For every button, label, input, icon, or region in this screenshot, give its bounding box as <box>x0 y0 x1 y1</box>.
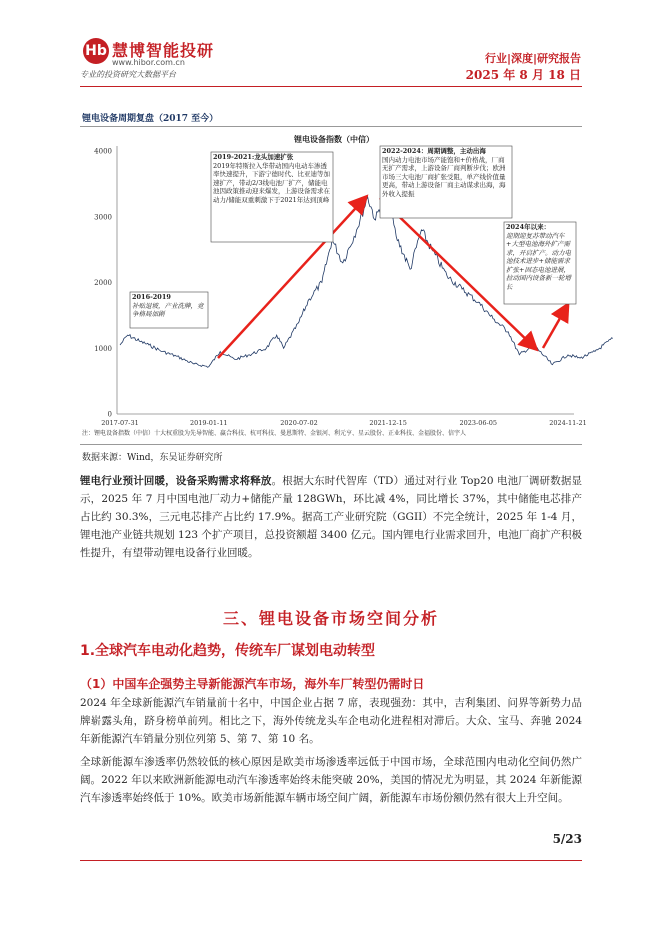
report-date: 2025 年 8 月 18 日 <box>465 68 581 82</box>
brand-slogan: 专业的投资研究大数据平台 <box>80 70 176 79</box>
brand-url: www.hibor.com.cn <box>112 58 185 67</box>
annotation-text: 2019年特斯拉入华带动国内电动车渗透率快速提升，下游宁德时代、比亚迪等加速扩产，带动2/3线电池厂扩产，储能电池因政策推动迎来爆发，上游设备需求在动力/储能双重刺激下于2021年达到顶峰 <box>213 161 330 204</box>
x-tick-label: 2023-06-05 <box>459 419 497 427</box>
index-line-chart <box>80 126 587 444</box>
y-tick-label: 4000 <box>94 147 112 156</box>
figure-title: 锂电设备周期复盘（2017 至今） <box>82 114 219 124</box>
header-divider <box>80 86 582 87</box>
paragraph-industry-recovery <box>80 472 582 562</box>
annotation-text: 国内动力电池市场产能饱和+价格战，厂商无扩产需求，上游设备厂商判断步伐；欧洲市场三大电池厂商扩张受阻，单产线价值量更高，带动上游设备厂商主动谋求出海，海外收入提振 <box>382 155 506 198</box>
section-title: 三、锂电设备市场空间分析 <box>222 609 439 628</box>
page-number: 5/23 <box>552 832 582 846</box>
y-tick-label: 2000 <box>94 279 112 287</box>
paragraph-body: 。根据大东时代智库（TD）通过对行业 Top20 电池厂调研数据显示，2025 年 7 月中国电池厂动力+储能产量 128GWh，环比减 4%，同比增长 37%，其中储能电芯排产占比约 30.3%，三元电芯排产占比约 17.9%。据高工产业研究院（GGII）不完全统计，2025 年 1-4 月，锂电池产业链共规划 123 个扩产项目，总投资额超 3400 亿元。国内锂电行业需求回升，电池厂商扩产积极性提升，有望带动锂电设备行业回暖。 <box>80 475 582 559</box>
y-tick-label: 1000 <box>94 344 112 353</box>
annotation-text: 迎期迎复苏带动汽车+大型电池海外扩产需求，开启扩产。动力电池技术进步+储能需求扩张+固态电池进展，拉动国内设备新一轮增长 <box>506 231 571 291</box>
annotation-title: 2019-2021:龙头加速扩张 <box>213 153 294 161</box>
y-tick-label: 3000 <box>94 213 112 222</box>
chart-title: 锂电设备指数（中信） <box>294 134 374 144</box>
x-tick-label: 2024-11-21 <box>549 419 587 427</box>
annotation-box-2016-2019 <box>130 292 208 328</box>
chart-footnote: 注：锂电设备指数（中信）十大权重股为先导智能、赢合科技、杭可科技、曼恩斯特、金银河、利元亨、星云股份、正业科技、金福股份、信宇人 <box>82 430 467 437</box>
uptrend-arrow-2024 <box>543 306 567 348</box>
x-tick-label: 2020-07-02 <box>280 419 318 427</box>
y-tick-label: 0 <box>107 410 112 419</box>
brand-name: 慧博智能投研 <box>112 41 215 60</box>
annotation-text: 补贴退坡，产业洗牌，竞争格局加剧 <box>132 301 204 318</box>
annotation-box-2024 <box>504 222 576 304</box>
annotation-title: 2024年以来： <box>506 223 551 231</box>
paragraph-global-penetration: 全球新能源车渗透率仍然较低的核心原因是欧美市场渗透率远低于中国市场，全球范围内电动化空间仍然广阔。2022 年以来欧洲新能源电动汽车渗透率始终未能突破 20%，美国的情况尤为明显，其 2024 年新能源汽车渗透率始终低于 10%。欧美市场新能源车辆市场空间广阔，新能源车市场份额仍然有很大上升空间。 <box>80 756 582 804</box>
heading-level-1: 1.全球汽车电动化趋势，传统车厂谋划电动转型 <box>80 643 376 659</box>
annotation-box-2019-2021 <box>211 152 333 242</box>
x-tick-label: 2021-12-15 <box>369 419 407 427</box>
annotation-box-2022-2024 <box>380 146 512 218</box>
annotation-title: 2022-2024：周期调整，主动出海 <box>382 147 486 155</box>
footer-divider <box>80 860 582 861</box>
paragraph-china-ev-leaders: 2024 年全球新能源汽车销量前十名中，中国企业占据 7 席，表现强劲：其中，吉利集团、问界等新势力品牌崭露头角，跻身榜单前列。相比之下，海外传统龙头车企电动化进程相对滞后。大众、宝马、奔驰 2024 年新能源汽车销量分别位列第 5、第 7、第 10 名。 <box>80 697 582 745</box>
figure-source: 数据来源：Wind，东吴证券研究所 <box>82 453 223 463</box>
brand-logo: Hb <box>83 38 109 64</box>
figure-bottom-divider <box>80 444 582 445</box>
annotation-title: 2016-2019 <box>132 293 171 301</box>
x-tick-label: 2017-07-31 <box>101 419 139 427</box>
x-tick-label: 2019-01-11 <box>190 419 228 427</box>
report-type: 行业|深度|研究报告 <box>484 52 581 65</box>
paragraph-lead: 锂电行业预计回暖，设备采购需求将释放 <box>80 475 272 487</box>
heading-level-2: （1）中国车企强势主导新能源汽车市场，海外车厂转型仍需时日 <box>80 677 425 691</box>
